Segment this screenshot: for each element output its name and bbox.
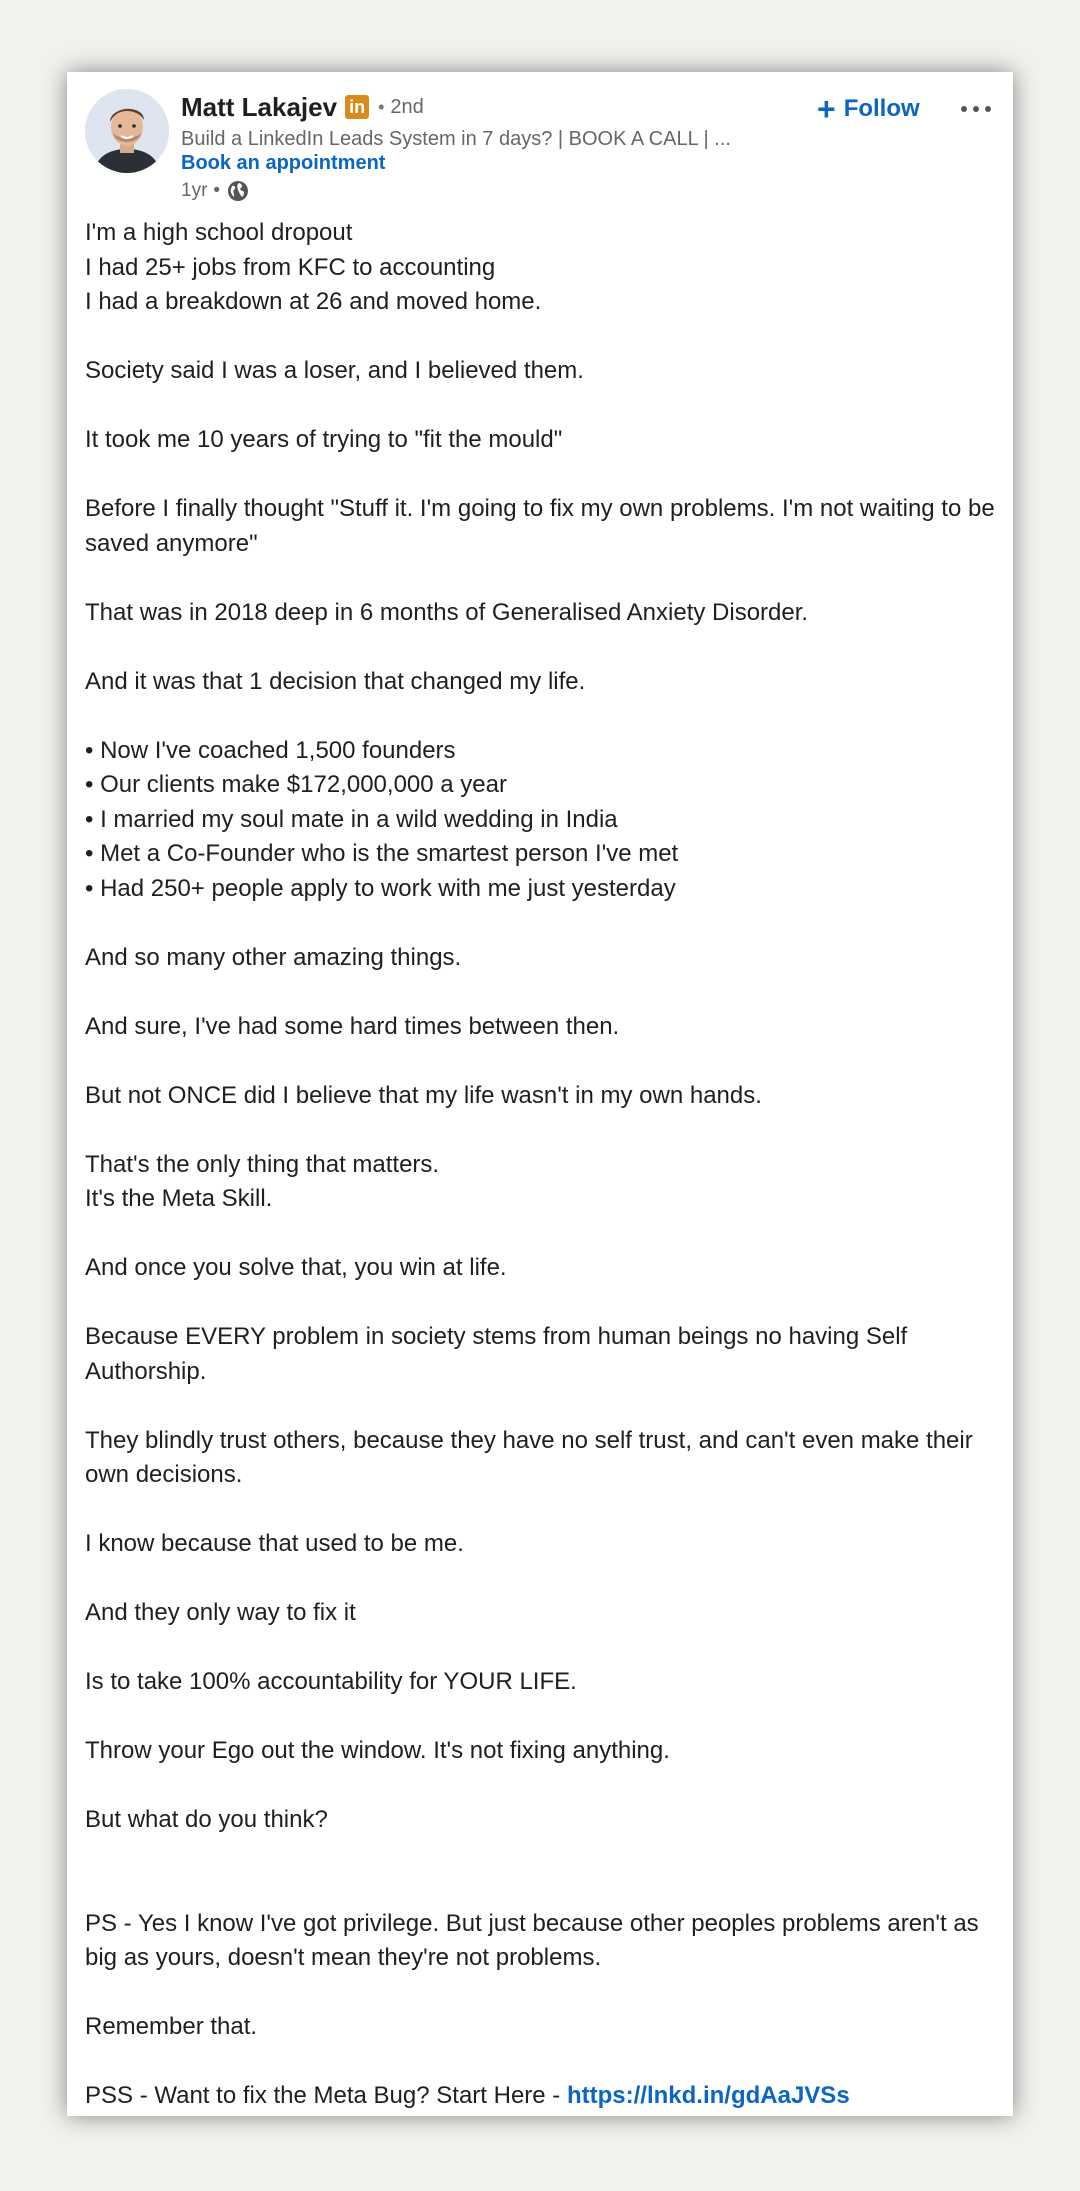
list-item: • I married my soul mate in a wild wedding in India: [85, 805, 618, 833]
post-time: 1yr: [181, 180, 208, 201]
follow-button[interactable]: [817, 92, 920, 126]
connection-degree: 2nd: [390, 95, 424, 118]
post-line: And they only way to fix it: [85, 1599, 356, 1626]
list-item: • Had 250+ people apply to work with me just yesterday: [85, 874, 676, 902]
plus-icon: +: [817, 91, 836, 127]
post-line: And it was that 1 decision that changed my life.: [85, 667, 586, 695]
post-body: [85, 216, 997, 2114]
separator-dot: •: [213, 180, 221, 201]
author-name[interactable]: Matt Lakajev: [181, 91, 338, 122]
post-line: And once you solve that, you win at life.: [85, 1254, 507, 1281]
book-appointment-link[interactable]: Book an appointment: [181, 152, 386, 174]
list-item: • Now I've coached 1,500 founders: [85, 736, 456, 764]
post-line: Before I finally thought "Stuff it. I'm going to fix my own problems. I'm not waiting to be saved anymore": [85, 495, 995, 557]
post-line: And sure, I've had some hard times between then.: [85, 1012, 620, 1040]
post-line: PSS - Want to fix the Meta Bug? Start Here -: [85, 2082, 567, 2109]
post-line: I had a breakdown at 26 and moved home.: [85, 288, 542, 315]
post-line: Throw your Ego out the window. It's not fixing anything.: [85, 1737, 670, 1764]
post-line: But not ONCE did I believe that my life wasn't in my own hands.: [85, 1081, 762, 1109]
post-line: I had 25+ jobs from KFC to accounting: [85, 253, 496, 281]
author-headline: Build a LinkedIn Leads System in 7 days? | BOOK A CALL | ...: [181, 128, 731, 150]
post-link[interactable]: https://lnkd.in/gdAaJVSs: [566, 2082, 850, 2109]
post-line: And so many other amazing things.: [85, 943, 462, 971]
post-line: That's the only thing that matters.: [85, 1150, 440, 1178]
list-item: • Met a Co-Founder who is the smartest person I've met: [85, 840, 679, 867]
author-row: [181, 90, 424, 124]
list-item: • Our clients make $172,000,000 a year: [85, 771, 507, 798]
follow-label: Follow: [843, 95, 920, 122]
more-options-icon[interactable]: [961, 92, 991, 126]
avatar[interactable]: [85, 89, 169, 173]
post-line: I know because that used to be me.: [85, 1530, 464, 1557]
post-line: But what do you think?: [85, 1806, 328, 1833]
linkedin-premium-icon: in: [345, 95, 369, 119]
globe-icon: [226, 179, 250, 203]
post-line: I'm a high school dropout: [85, 219, 353, 246]
post-line: They blindly trust others, because they have no self trust, and can't even make their own decisions.: [85, 1426, 973, 1488]
post-line: Is to take 100% accountability for YOUR LIFE.: [85, 1668, 577, 1695]
post-card: [67, 72, 1013, 2116]
post-line: Remember that.: [85, 2013, 258, 2040]
post-line-with-link: [85, 2079, 997, 2114]
post-line: PS - Yes I know I've got privilege. But just because other peoples problems aren't as big as yours, doesn't mean they're not problems.: [85, 1909, 979, 1971]
post-line: Society said I was a loser, and I believed them.: [85, 357, 584, 384]
separator-dot: •: [378, 96, 385, 117]
post-line: That was in 2018 deep in 6 months of Generalised Anxiety Disorder.: [85, 598, 809, 626]
post-meta: [181, 176, 250, 206]
post-line: It's the Meta Skill.: [85, 1185, 273, 1212]
post-line: It took me 10 years of trying to "fit the mould": [85, 426, 563, 453]
post-line: Because EVERY problem in society stems from human beings no having Self Authorship.: [85, 1323, 908, 1385]
